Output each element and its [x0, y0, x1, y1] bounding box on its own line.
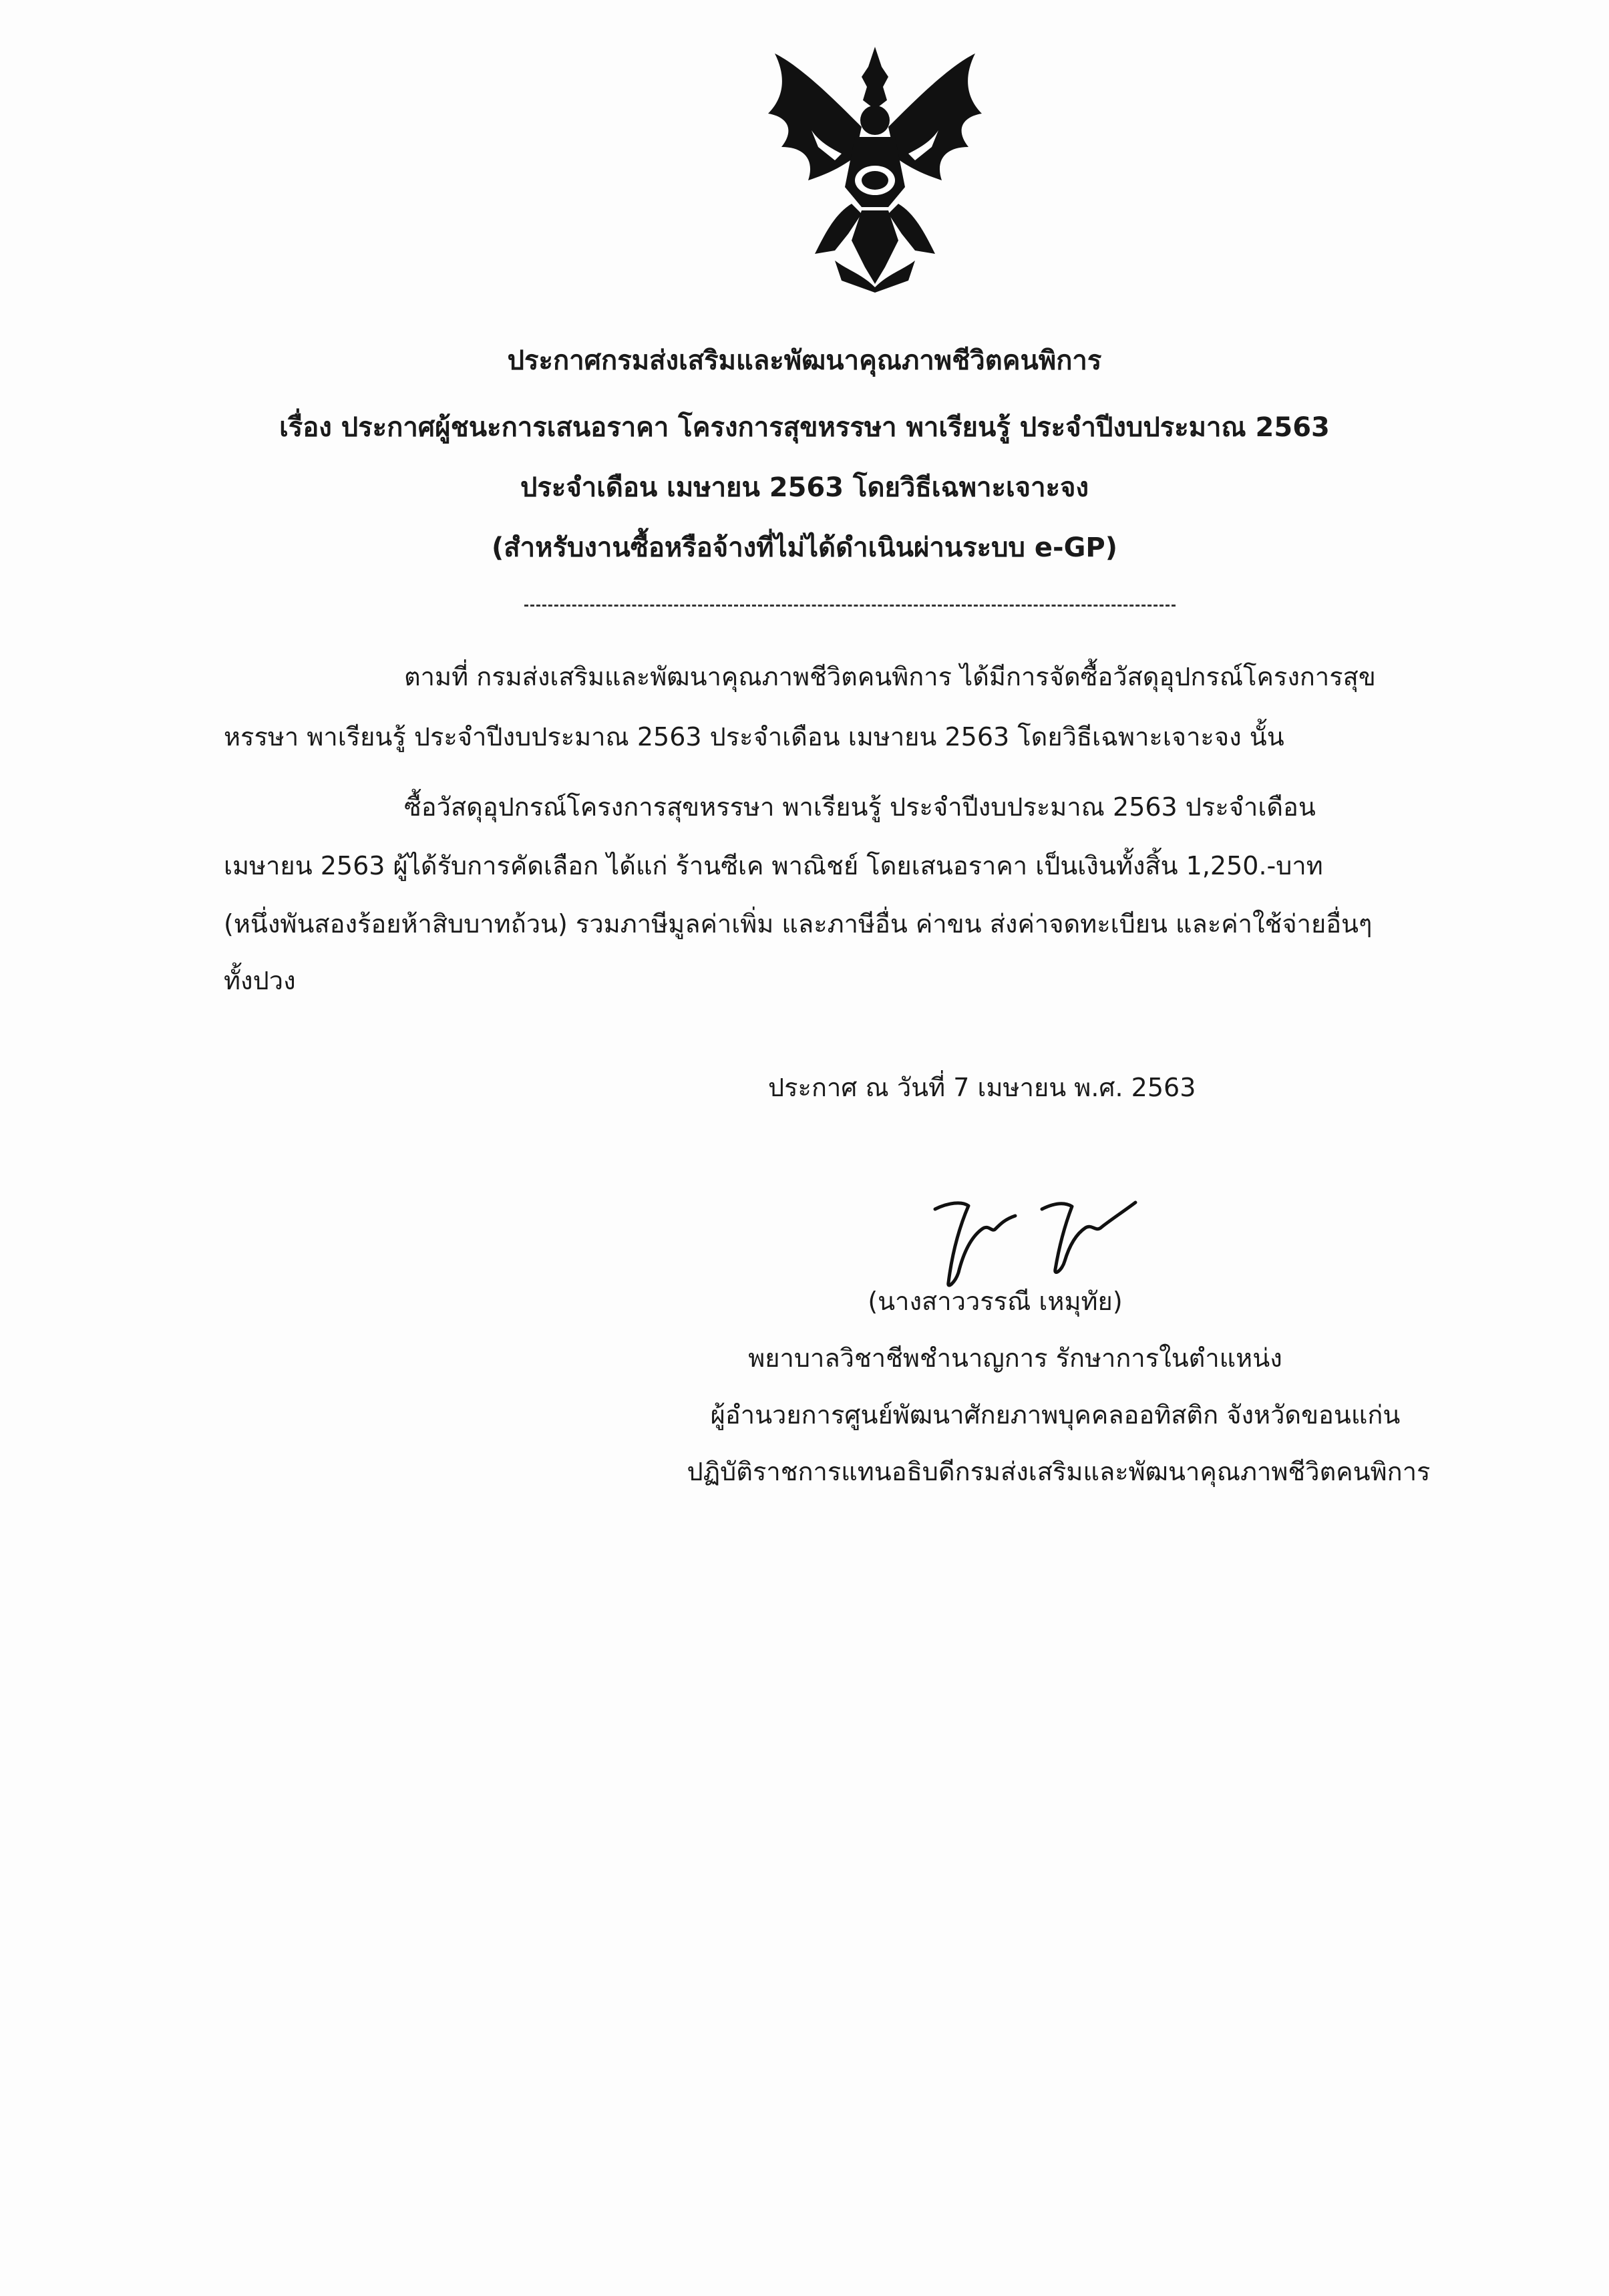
announcement-date: ประกาศ ณ วันที่ 7 เมษายน พ.ศ. 2563 — [768, 1073, 1196, 1102]
announcement-period: ประจำเดือน เมษายน 2563 โดยวิธีเฉพาะเจาะจง — [520, 472, 1089, 503]
divider-line — [524, 605, 1176, 607]
signature-icon — [922, 1182, 1149, 1296]
paragraph-2-line-3: (หนึ่งพันสองร้อยห้าสิบบาทถ้วน) รวมภาษีมูลค่าเพิ่ม และภาษีอื่น ค่าขน ส่งค่าจดทะเบียน และค่าใช้จ่ายอื่นๆ — [224, 909, 1373, 939]
announcement-title: ประกาศกรมส่งเสริมและพัฒนาคุณภาพชีวิตคนพิการ — [507, 345, 1102, 376]
garuda-emblem-icon — [755, 40, 995, 294]
paragraph-2-line-4: ทั้งปวง — [224, 966, 296, 995]
paragraph-2-line-2: เมษายน 2563 ผู้ได้รับการคัดเลือก ได้แก่ ร้านซีเค พาณิชย์ โดยเสนอราคา เป็นเงินทั้งสิ้น 1,250.-บาท — [224, 851, 1323, 880]
signatory-name: (นางสาววรรณี เหมุทัย) — [868, 1287, 1123, 1316]
signatory-position-3: ปฏิบัติราชการแทนอธิบดีกรมส่งเสริมและพัฒนาคุณภาพชีวิตคนพิการ — [687, 1457, 1431, 1486]
paragraph-1-line-1: ตามที่ กรมส่งเสริมและพัฒนาคุณภาพชีวิตคนพิการ ได้มีการจัดซื้อวัสดุอุปกรณ์โครงการสุข — [404, 662, 1376, 691]
announcement-note: (สำหรับงานซื้อหรือจ้างที่ไม่ได้ดำเนินผ่านระบบ e-GP) — [491, 532, 1118, 563]
paragraph-1-line-2: หรรษา พาเรียนรู้ ประจำปีงบประมาณ 2563 ประจำเดือน เมษายน 2563 โดยวิธีเฉพาะเจาะจง นั้น — [224, 722, 1284, 752]
signatory-position-2: ผู้อำนวยการศูนย์พัฒนาศักยภาพบุคคลออทิสติก จังหวัดขอนแก่น — [710, 1400, 1401, 1430]
signatory-position-1: พยาบาลวิชาชีพชำนาญการ รักษาการในตำแหน่ง — [748, 1343, 1282, 1373]
paragraph-2-line-1: ซื้อวัสดุอุปกรณ์โครงการสุขหรรษา พาเรียนรู้ ประจำปีงบประมาณ 2563 ประจำเดือน — [404, 792, 1316, 822]
announcement-subject: เรื่อง ประกาศผู้ชนะการเสนอราคา โครงการสุขหรรษา พาเรียนรู้ ประจำปีงบประมาณ 2563 — [279, 412, 1330, 443]
